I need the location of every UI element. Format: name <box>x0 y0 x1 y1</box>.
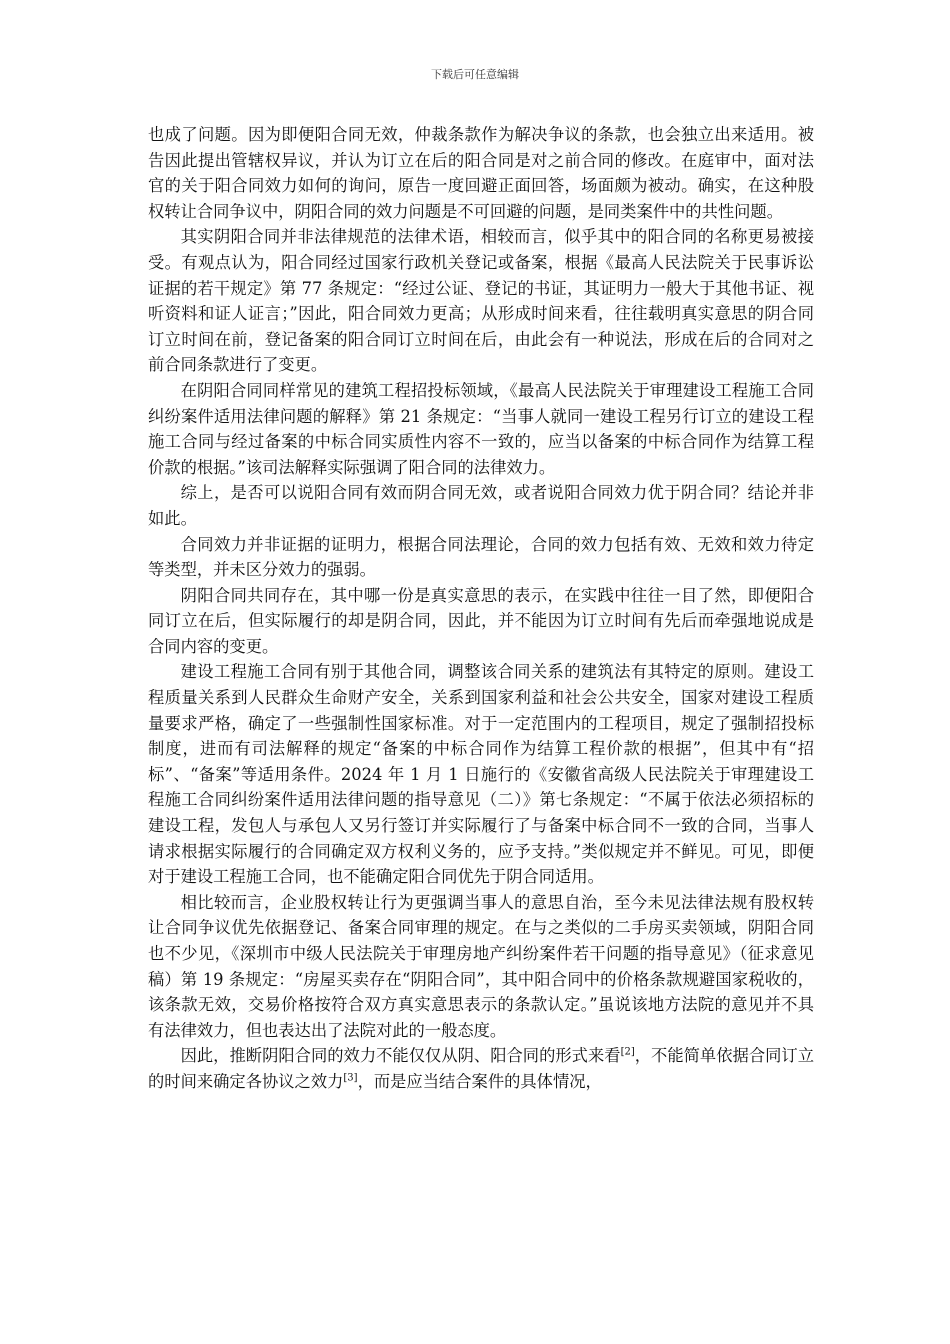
text-segment: ，而是应当结合案件的具体情况， <box>357 1071 602 1091</box>
paragraph: 综上，是否可以说阳合同有效而阴合同无效，或者说阳合同效力优于阴合同？结论并非如此。 <box>148 483 814 528</box>
text-segment: 因此，推断阴阳合同的效力不能仅仅从阴、阳合同的形式来看 <box>180 1046 621 1066</box>
text-segment: ，不能简单依据合同订立的时间来确定各协议之效力 <box>148 1046 814 1091</box>
paragraph: 相比较而言，企业股权转让行为更强调当事人的意思自治，至今未见法律法规有股权转让合同争议优先依据登记、备案合同审理的规定。在与之类似的二手房买卖领域，阴阳合同也不少见，《深圳市中级人民法院关于审理房地产纠纷案件若干问题的指导意见》（征求意见稿）第 19 条规定：“房屋买卖存在“阴阳合同”，其中阳合同中的价格条款规避国家税收的，该条款无效，交易价格按符合双方真实意思表示的条款认定。”虽说该地方法院的意见并不具有法律效力，但也表达出了法院对此的一般态度。 <box>148 892 814 1040</box>
page-header: 下载后可任意编辑 <box>431 68 519 81</box>
paragraph-last <box>148 1043 814 1094</box>
document-body <box>148 122 814 1095</box>
paragraph: 其实阴阳合同并非法律规范的法律术语，相较而言，似乎其中的阳合同的名称更易被接受。有观点认为，阳合同经过国家行政机关登记或备案，根据《最高人民法院关于民事诉讼证据的若干规定》第 77 条规定：“经过公证、登记的书证，其证明力一般大于其他书证、视听资料和证人证言；”因此，阳合同效力更高；从形成时间来看，往往载明真实意思的阴合同订立时间在前，登记备案的阳合同订立时间在后，由此会有一种说法，形成在后的合同对之前合同条款进行了变更。 <box>148 227 814 375</box>
paragraph: 建设工程施工合同有别于其他合同，调整该合同关系的建筑法有其特定的原则。建设工程质量关系到人民群众生命财产安全，关系到国家利益和社会公共安全，国家对建设工程质量要求严格，确定了一些强制性国家标准。对于一定范围内的工程项目，规定了强制招投标制度，进而有司法解释的规定“备案的中标合同作为结算工程价款的根据”，但其中有“招标”、“备案”等适用条件。2024 年 1 月 1 日施行的《安徽省高级人民法院关于审理建设工程施工合同纠纷案件适用法律问题的指导意见（二）》第七条规定：“不属于依法必须招标的建设工程，发包人与承包人又另行签订并实际履行了与备案中标合同不一致的合同，当事人请求根据实际履行的合同确定双方权利义务的，应予支持。”类似规定并不鲜见。可见，即便对于建设工程施工合同，也不能确定阳合同优先于阴合同适用。 <box>148 662 814 887</box>
citation-ref: [3] <box>343 1072 358 1084</box>
paragraph: 阴阳合同共同存在，其中哪一份是真实意思的表示，在实践中往往一目了然，即便阳合同订立在后，但实际履行的却是阴合同，因此，并不能因为订立时间有先后而牵强地说成是合同内容的变更。 <box>148 585 814 656</box>
citation-ref: [2] <box>620 1046 635 1058</box>
paragraph: 在阴阳合同同样常见的建筑工程招投标领域，《最高人民法院关于审理建设工程施工合同纠纷案件适用法律问题的解释》第 21 条规定：“当事人就同一建设工程另行订立的建设工程施工合同与经过备案的中标合同实质性内容不一致的，应当以备案的中标合同作为结算工程价款的根据。”该司法解释实际强调了阳合同的法律效力。 <box>148 380 814 477</box>
paragraph: 合同效力并非证据的证明力，根据合同法理论，合同的效力包括有效、无效和效力待定等类型，并未区分效力的强弱。 <box>148 534 814 580</box>
paragraph: 也成了问题。因为即便阳合同无效，仲裁条款作为解决争议的条款，也会独立出来适用。被告因此提出管辖权异议，并认为订立在后的阳合同是对之前合同的修改。在庭审中，面对法官的关于阳合同效力如何的询问，原告一度回避正面回答，场面颇为被动。确实，在这种股权转让合同争议中，阴阳合同的效力问题是不可回避的问题，是同类案件中的共性问题。 <box>148 125 814 221</box>
